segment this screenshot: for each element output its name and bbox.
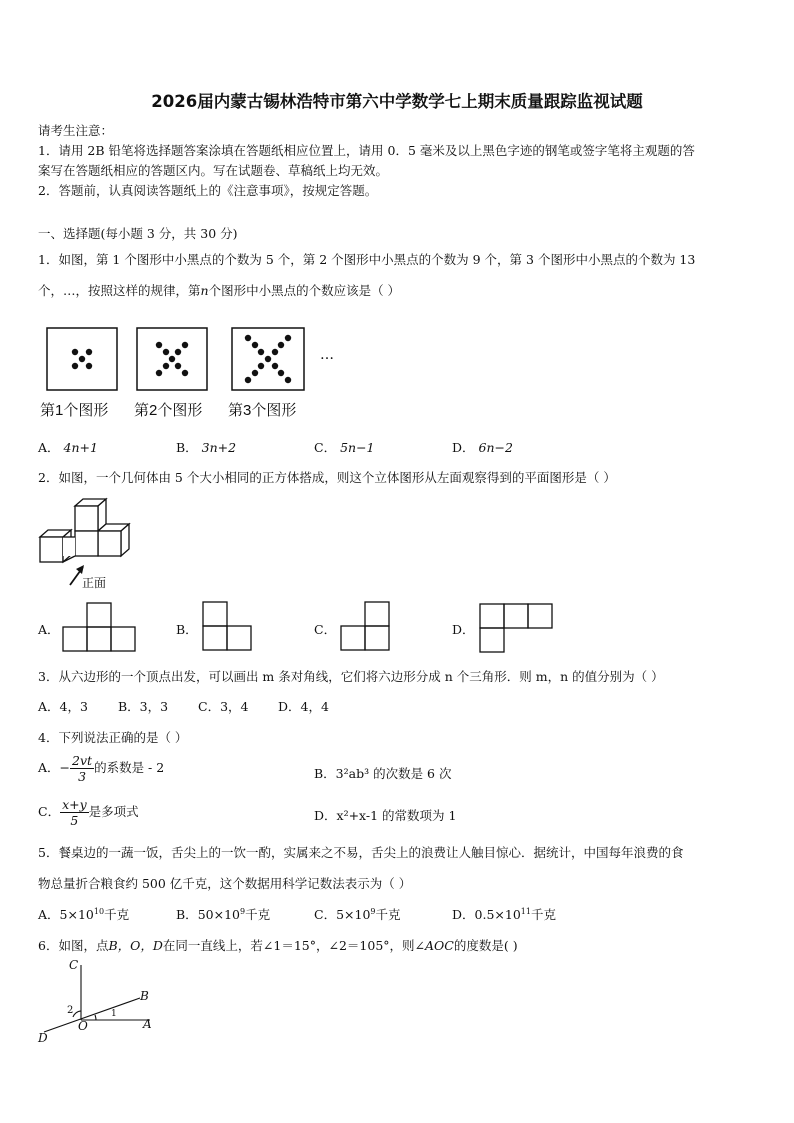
q1-stem-line2: 个，…，按照这样的规律，第n个图形中小黑点的个数应该是（ ） [38,283,401,298]
q1-option-d[interactable]: D． 6n−2 [452,440,513,455]
q6-label-d: D [38,1031,48,1045]
notice-line-1a: 1．请用 2B 铅笔将选择题答案涂填在答题纸相应位置上，请用 0．5 毫米及以上黑色字迹的钢笔或签字笔将主观题的答 [38,143,695,158]
q1-option-b[interactable]: B． 3n+2 [176,440,237,455]
q6-label-angle2: 2 [67,1005,74,1016]
notice-line-1b: 案写在答题纸相应的答题区内。写在试题卷、草稿纸上均无效。 [38,163,389,178]
q4-option-a[interactable]: A．− $\frac{2vt}{3}$ 的系数是 - 2 [38,753,165,784]
q2-option-b-label[interactable]: B． [176,622,198,637]
page-title: 2026届内蒙古锡林浩特市第六中学数学七上期末质量跟踪监视试题 [151,92,643,111]
q6-label-c: C [69,958,79,972]
q4-option-c[interactable]: C． $\frac{x+y}{5}$ 是多项式 [38,797,139,828]
q5-option-c[interactable]: C．$5\times 10^9$千克 [314,906,401,922]
q1-fig2-label: 第2个图形 [134,402,203,419]
q6-label-o: O [78,1019,88,1033]
q4-option-b[interactable]: B．3²ab³ 的次数是 6 次 [314,766,452,781]
q2-stem: 2．如图，一个几何体由 5 个大小相同的正方体搭成，则这个立体图形从左面观察得到的平面图形是（ ） [38,470,616,485]
q6-stem: 6．如图，点B，O，D在同一直线上，若∠1＝15°，∠2＝105°，则∠AOC的度数是( ) [38,938,518,953]
q1-stem-line1: 1．如图，第 1 个图形中小黑点的个数为 5 个，第 2 个图形中小黑点的个数为 9 个，第 3 个图形中小黑点的个数为 13 [38,252,696,267]
q2-option-d-label[interactable]: D． [452,622,475,637]
q5-option-d[interactable]: D．$0.5\times 10^{11}$千克 [452,906,556,922]
q3-stem: 3．从六边形的一个顶点出发，可以画出 m 条对角线，它们将六边形分成 n 个三角形．则 m，n 的值分别为（ ） [38,669,664,684]
q5-option-a[interactable]: A．$5\times 10^{10}$千克 [38,906,130,922]
notice-line-2: 2．答题前，认真阅读答题纸上的《注意事项》，按规定答题。 [38,183,378,198]
q4-option-d[interactable]: D．x²+x-1 的常数项为 1 [314,808,457,823]
q3-option-a[interactable]: A．4，3 [38,699,88,714]
q4-stem: 4．下列说法正确的是（ ） [38,730,188,745]
q3-option-c[interactable]: C．3，4 [198,699,249,714]
q1-fig1-label: 第1个图形 [40,402,109,419]
q5-stem-line1: 5．餐桌边的一蔬一饭，舌尖上的一饮一酌，实属来之不易，舌尖上的浪费让人触目惊心．据统计，中国每年浪费的食 [38,845,684,860]
q2-option-c-label[interactable]: C． [314,622,337,637]
q1-option-a[interactable]: A． 4n+1 [38,440,98,455]
q3-option-b[interactable]: B．3，3 [118,699,169,714]
q3-option-d[interactable]: D．4，4 [278,699,329,714]
q6-label-a: A [143,1017,152,1031]
notice-heading: 请考生注意： [38,123,114,138]
q5-stem-line2: 物总量折合粮食约 500 亿千克，这个数据用科学记数法表示为（ ） [38,876,412,891]
q2-option-a-label[interactable]: A． [38,622,60,637]
q1-ellipsis: … [320,347,334,363]
q6-label-b: B [140,989,149,1003]
q1-option-c[interactable]: C． 5n−1 [314,440,375,455]
section-heading: 一、选择题(每小题 3 分，共 30 分) [38,226,238,241]
q1-fig3-label: 第3个图形 [228,402,297,419]
q5-option-b[interactable]: B．$50\times 10^9$千克 [176,906,271,922]
q6-label-angle1: 1 [111,1009,117,1019]
q2-front-label: 正面 [82,576,107,590]
